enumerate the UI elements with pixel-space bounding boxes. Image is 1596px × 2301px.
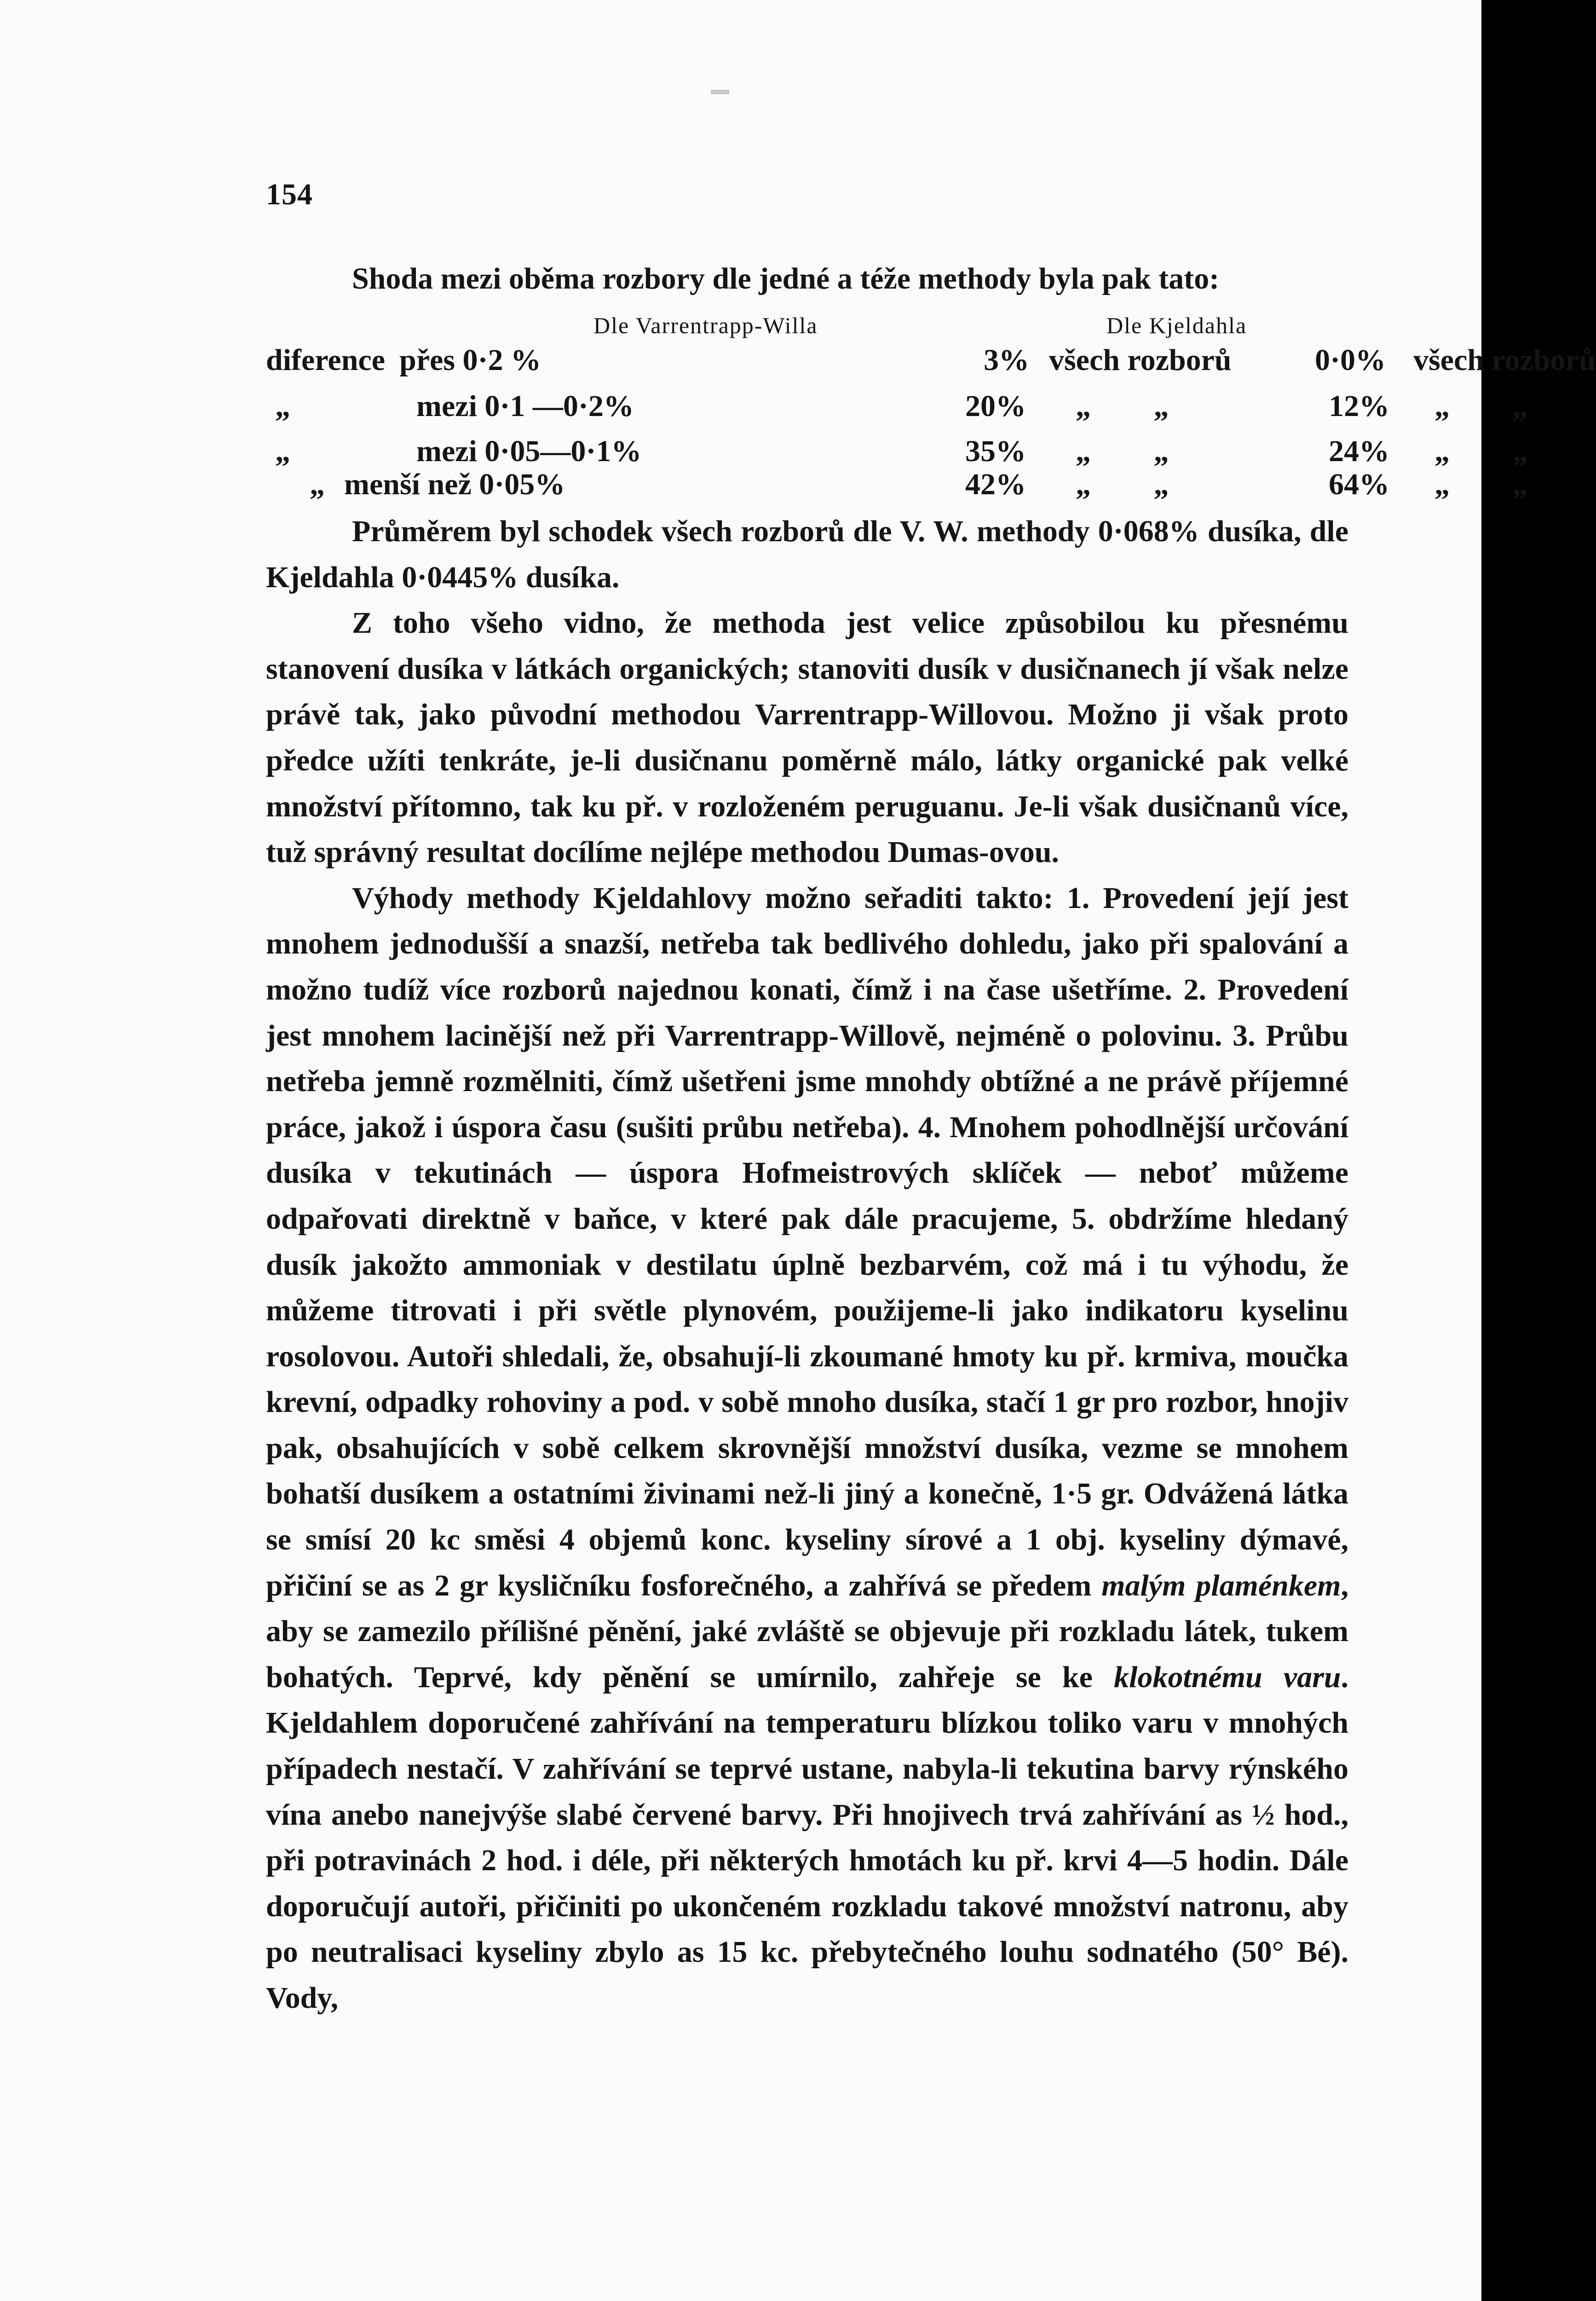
advantages-text-part-2: , aby se zamezilo přílišné pěnění, jaké zvláště se objevuje při rozkladu látek, tukem bohatých. Teprvé, kdy pěnění se umírnilo, zahřeje se ke (266, 1568, 1349, 1694)
row-condition: mezi 0·05—0·1% (416, 434, 642, 468)
table-row (266, 467, 1556, 513)
page-number: 154 (266, 178, 313, 211)
row-value-kjeldahl: 64% (1329, 468, 1389, 501)
row-condition: přes 0·2 % (399, 343, 541, 377)
row-value-kjeldahl: 12% (1329, 389, 1389, 423)
row-suffix-kjeldahl: „ „ (1435, 389, 1556, 423)
italic-boiling: klokotnému varu (1114, 1660, 1341, 1694)
advantages-text-part-3: . Kjeldahlem doporučené zahřívání na temperaturu blízkou toliko varu v mnohých případech nestačí. V zahřívání se teprvé ustane, nabyla-li tekutina barvy rýnského vína anebo nanejvýše slabé červené barvy. Při hnojivech trvá zahřívání as ½ hod., při potravinách 2 hod. i déle, při některých hmotách ku př. krvi 4—5 hodin. Dále doporučují autoři, přičiniti po ukončeném rozkladu takové množství natronu, aby po neutralisaci kyseliny zbylo as 15 kc. přebytečného louhu sodnatého (50° Bé). Vody, (266, 1660, 1349, 2015)
row-label: „ (275, 389, 290, 423)
italic-small-flame: malým plaménkem (1101, 1568, 1341, 1602)
paragraph-average-deficit: Průměrem byl schodek všech rozborů dle V. W. methody 0·068% dusíka, dle Kjeldahla 0·0445% dusíka. (266, 515, 1348, 594)
row-value-vw: 35% (965, 434, 1026, 468)
row-suffix-vw: „ „ (1076, 389, 1197, 423)
scan-speck (711, 90, 729, 94)
paragraph-method-suitability: Z toho všeho vidno, že methoda jest velice způsobilou ku přesnému stanovení dusíka v látkách organických; stanoviti dusík v dusičnanech jí však nelze právě tak, jako původní methodou Varrentrapp-Willovou. Možno ji však proto předce užíti tenkráte, je-li dusičnanu poměrně málo, látky organické pak velké množství přítomno, tak ku př. v rozloženém peruguanu. Je-li však dusičnanů více, tuž správný resultat docílíme nejlépe methodou Dumas-ovou. (266, 606, 1348, 869)
row-label: diference (266, 343, 386, 377)
row-condition: mezi 0·1 —0·2% (416, 389, 634, 423)
row-suffix-vw: všech rozborů (1049, 343, 1232, 377)
row-suffix-vw: „ „ (1076, 468, 1197, 501)
row-suffix-kjeldahl: všech rozborů (1413, 343, 1596, 377)
table-row (266, 343, 1596, 389)
body-text (266, 509, 1348, 2021)
row-value-vw: 3% (984, 343, 1029, 377)
row-value-vw: 20% (965, 389, 1026, 423)
row-value-kjeldahl: 24% (1329, 434, 1389, 468)
table-row (266, 389, 1556, 435)
row-label: „ (275, 434, 290, 468)
row-suffix-kjeldahl: „ „ (1435, 434, 1556, 468)
row-condition: menší než 0·05% (344, 468, 565, 501)
row-label: „ (310, 468, 325, 501)
row-value-vw: 42% (965, 468, 1026, 501)
row-value-kjeldahl: 0·0% (1315, 343, 1386, 377)
paragraph-advantages (266, 875, 1348, 2021)
advantages-text-part-1: Výhody methody Kjeldahlovy možno seřaditi takto: 1. Provedení její jest mnohem jednodušší a snazší, netřeba tak bedlivého dohledu, jako při spalování a možno tudíž více rozborů najednou konati, čímž i na čase ušetříme. 2. Provedení jest mnohem lacinější než při Varrentrapp-Willově, nejméně o polovinu. 3. Průbu netřeba jemně rozmělniti, čímž ušetřeni jsme mnohdy obtížné a ne právě příjemné práce, jakož i úspora času (sušiti průbu netřeba). 4. Mnohem pohodlnější určování dusíka v tekutinách — úspora Hofmeistrových sklíček — neboť můžeme odpařovati direktně v baňce, v které pak dále pracujeme, 5. obdržíme hledaný dusík jakožto ammoniak v destilatu úplně bezbarvém, což má i tu výhodu, že můžeme titrovati i při světle plynovém, použijeme-li jako indikatoru kyselinu rosolovou. Autoři shledali, že, obsahují-li zkoumané hmoty ku př. krmiva, moučka krevní, odpadky rohoviny a pod. v sobě mnoho dusíka, stačí 1 gr pro rozbor, hnojiv pak, obsahujících v sobě celkem skrovnější množství dusíka, vezme se mnohem bohatší dusíkem a ostatními živinami než-li jiný a konečně, 1·5 gr. Odvážená látka se smísí 20 kc směsi 4 objemů konc. kyseliny sírové a 1 obj. kyseliny dýmavé, přičiní se as 2 gr kysličníku fosforečného, a zahřívá se předem (266, 881, 1348, 1602)
row-suffix-kjeldahl: „ „ (1435, 468, 1556, 501)
column-head-kjeldahl: Dle Kjeldahla (1106, 312, 1247, 338)
row-suffix-vw: „ „ (1076, 434, 1197, 468)
column-head-varrentrapp: Dle Varrentrapp-Willa (593, 312, 818, 338)
intro-sentence: Shoda mezi oběma rozbory dle jedné a téže methody byla pak tato: (352, 262, 1220, 295)
